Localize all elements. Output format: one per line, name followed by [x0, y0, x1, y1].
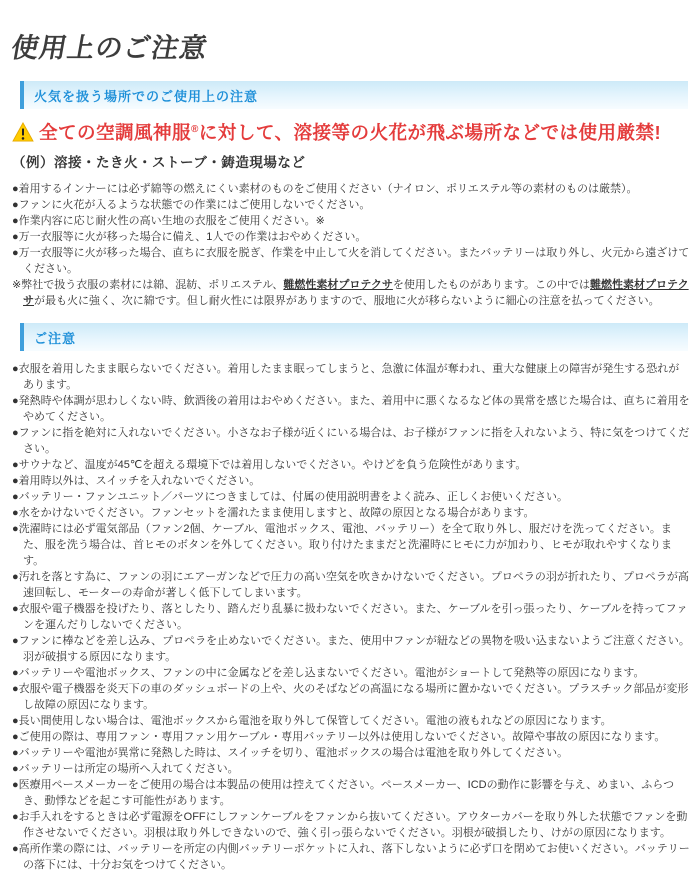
notice-item: ●作業内容に応じ耐火性の高い生地の衣服をご使用ください。※ [12, 215, 325, 227]
section-header-fire: 火気を扱う場所でのご使用上の注意 [20, 81, 688, 109]
notice-item: ●洗濯時には必ず電気部品（ファン2個、ケーブル、電池ボックス、電池、バッテリー）を全て取り外し、服だけを洗ってください。また、服を洗う場合は、首ヒモのボタンを外してください。取り付けたままだと洗濯時にヒモに力が加わり、ヒモが取れやすくなります。 [12, 523, 672, 567]
notice-item: ●ご使用の際は、専用ファン・専用ファン用ケーブル・専用バッテリー以外は使用しないでください。故障や事故の原因になります。 [12, 731, 666, 743]
notice-item: ●着用時以外は、スイッチを入れないでください。 [12, 475, 261, 487]
caution-notice-list [10, 361, 690, 873]
notice-item: ●バッテリーは所定の場所へ入れてください。 [12, 763, 239, 775]
notice-item: ●高所作業の際には、バッテリーを所定の内側バッテリーポケットに入れ、落下しないように必ず口を閉めてお使いください。バッテリーの落下には、十分お気をつけてください。 [12, 843, 690, 871]
notice-item: ●バッテリーや電池ボックス、ファンの中に金属などを差し込まないでください。電池がショートして発熱等の原因になります。 [12, 667, 645, 679]
examples-line: （例）溶接・たき火・ストーブ・鋳造現場など [12, 155, 306, 170]
notice-item: ●衣服を着用したまま眠らないでください。着用したまま眠ってしまうと、急激に体温が奪われ、重大な健康上の障害が発生する恐れがあります。 [12, 363, 680, 391]
flame-retardant-material-name: 難燃性素材プロテクサ [283, 279, 393, 291]
fire-ban-warning-text: 全ての空調風神服®に対して、溶接等の火花が飛ぶ場所などでは使用厳禁! [39, 122, 662, 143]
notice-item: ●衣服や電子機器を炎天下の車のダッシュボードの上や、火のそばなどの高温になる場所に置かないでください。プラスチック部品が変形し故障の原因になります。 [12, 683, 689, 711]
notice-item: ●万一衣服等に火が移った場合、直ちに衣服を脱ぎ、作業を中止して火を消してください。またバッテリーは取り外し、火元から遠ざけてください。 [12, 247, 690, 275]
flame-retardant-material-name: 難燃性素材プロテクサ [23, 279, 689, 307]
notice-item: ●ファンに指を絶対に入れないでください。小さなお子様が近くにいる場合は、お子様がファンに指を入れないよう、特に気をつけてください。 [12, 427, 690, 455]
notice-item: ●着用するインナーには必ず綿等の燃えにくい素材のものをご使用ください（ナイロン、ポリエステル等の素材のものは厳禁）。 [12, 183, 638, 195]
notice-item: ●バッテリー・ファンユニット／パーツにつきましては、付属の使用説明書をよく読み、正しくお使いください。 [12, 491, 568, 503]
spacer [10, 309, 690, 323]
page-title: 使用上のご注意 [8, 33, 211, 63]
material-note: ※弊社で扱う衣服の素材には綿、混紡、ポリエステル、難燃性素材プロテクサを使用したものがあります。この中では難燃性素材プロテクサが最も火に強く、次に綿です。但し耐火性には限界がありますので、服地に火が移らないように細心の注意を払ってください。 [12, 279, 689, 307]
notice-item: ●長い間使用しない場合は、電池ボックスから電池を取り外して保管してください。電池の液もれなどの原因になります。 [12, 715, 612, 727]
section-header-caution: ご注意 [20, 323, 688, 351]
notice-item: ●万一衣服等に火が移った場合に備え、1人での作業はおやめください。 [12, 231, 367, 243]
notice-item: ●お手入れをするときは必ず電源をOFFにしファンケーブルをファンから抜いてください。アウターカバーを取り外した状態でファンを動作させないでください。羽根は取り外しできないので、強く引っ張らないでください。羽根が破損したり、けがの原因になります。 [12, 811, 688, 839]
notice-item: ●衣服や電子機器を投げたり、落としたり、踏んだり乱暴に扱わないでください。また、ケーブルを引っ張ったり、ケーブルを持ってファンを運んだりしないでください。 [12, 603, 688, 631]
notice-item: ●汚れを落とす為に、ファンの羽にエアーガンなどで圧力の高い空気を吹きかけないでください。プロペラの羽が折れたり、プロペラが高速回転し、モーターの寿命が著しく低下してしまいます。 [12, 571, 689, 599]
notice-item: ●ファンに火花が入るような状態での作業にはご使用しないでください。 [12, 199, 371, 211]
warning-triangle-icon [12, 122, 34, 142]
fire-ban-warning [12, 119, 690, 145]
notice-item: ●バッテリーや電池が異常に発熱した時は、スイッチを切り、電池ボックスの場合は電池を取り外してください。 [12, 747, 569, 759]
notice-item: ●水をかけないでください。ファンセットを濡れたまま使用しますと、故障の原因となる場合があります。 [12, 507, 535, 519]
notice-item: ●医療用ペースメーカーをご使用の場合は本製品の使用は控えてください。ペースメーカー、ICDの動作に影響を与え、めまい、ふらつき、動悸などを起こす可能性があります。 [12, 779, 675, 807]
notice-item: ●発熱時や体調が思わしくない時、飲酒後の着用はおやめください。また、着用中に悪くなるなど体の異常を感じた場合は、直ちに着用をやめてください。 [12, 395, 690, 423]
notice-item: ●サウナなど、温度が45℃を超える環境下では着用しないでください。やけどを負う危険性があります。 [12, 459, 527, 471]
fire-notice-list [10, 181, 690, 277]
registered-mark: ® [191, 123, 199, 135]
notice-item: ●ファンに棒などを差し込み、プロペラを止めないでください。また、使用中ファンが紐などの異物を吸い込まないようご注意ください。羽が破損する原因になります。 [12, 635, 690, 663]
